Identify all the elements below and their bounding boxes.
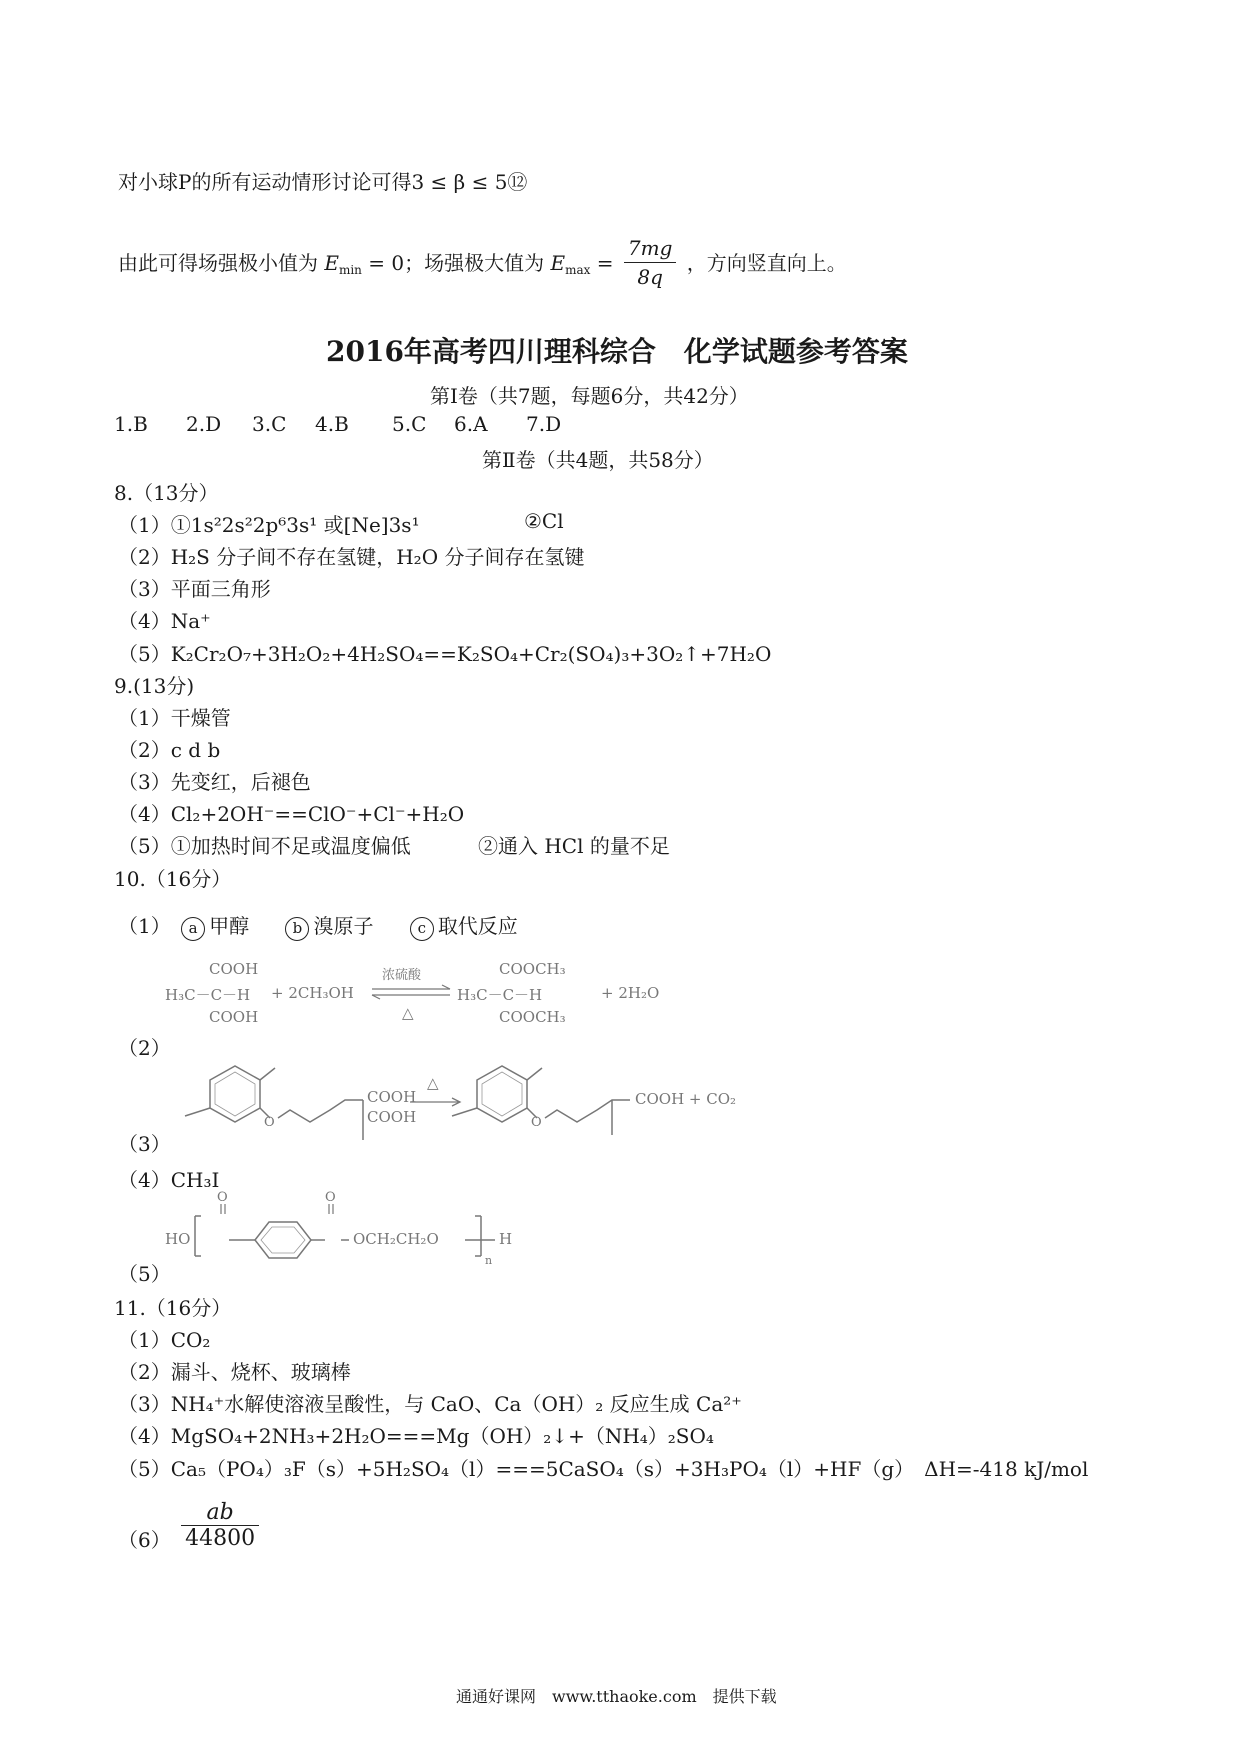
frac-den: 8q bbox=[637, 265, 663, 289]
chem-right-top: COOCH₃ bbox=[499, 960, 566, 978]
q10-a2-reaction bbox=[165, 960, 765, 1040]
circled-b-icon: b bbox=[285, 917, 309, 941]
q10-a1-label: （1） bbox=[118, 914, 171, 938]
emax-symbol: E bbox=[550, 251, 566, 275]
q9-answer-1: （1）干燥管 bbox=[118, 706, 231, 730]
q9-answer-4: （4）Cl₂+2OH⁻==ClO⁻+Cl⁻+H₂O bbox=[118, 802, 465, 826]
emin-value: = 0；场强极大值为 bbox=[368, 251, 545, 275]
chem-cooh-2: COOH bbox=[367, 1108, 417, 1126]
chem-plus-methanol: + 2CH₃OH bbox=[271, 984, 354, 1002]
q10-a5-polymer bbox=[165, 1190, 585, 1276]
q11-answer-1: （1）CO₂ bbox=[118, 1328, 211, 1352]
chem-right-mid: H₃C－C－H bbox=[457, 986, 543, 1004]
q10-a5-label: （5） bbox=[118, 1262, 171, 1286]
q8-heading: 8.（13分） bbox=[114, 481, 219, 505]
answer-4: 4.B bbox=[315, 412, 349, 436]
answer-3: 3.C bbox=[252, 412, 287, 436]
physics-line-2 bbox=[118, 236, 847, 293]
q10-a1-item-b: 溴原子 bbox=[313, 914, 374, 938]
chem-reagent: 浓硫酸 bbox=[382, 968, 422, 983]
answer-5: 5.C bbox=[392, 412, 427, 436]
q9-answer-3: （3）先变红，后褪色 bbox=[118, 770, 311, 794]
q10-heading: 10.（16分） bbox=[114, 867, 232, 891]
chem-plus-water: + 2H₂O bbox=[601, 984, 660, 1002]
q11-a6-label: （6） bbox=[118, 1528, 171, 1552]
chem-cooh-1: COOH bbox=[367, 1088, 417, 1106]
emax-fraction bbox=[624, 234, 677, 291]
q11-answer-5: （5）Ca₅（PO₄）₃F（s）+5H₂SO₄（l）===5CaSO₄（s）+3H₃PO₄（l）+HF（g） ΔH=-418 kJ/mol bbox=[118, 1457, 1089, 1481]
q8-answer-1a: （1）①1s²2s²2p⁶3s¹ 或[Ne]3s¹ bbox=[118, 513, 420, 537]
ether-o-2: O bbox=[531, 1115, 542, 1130]
emin-symbol: E bbox=[324, 251, 339, 275]
physics-line-1 bbox=[118, 168, 527, 196]
emin-sub: min bbox=[338, 263, 362, 277]
q9-heading: 9.(13分) bbox=[114, 674, 195, 698]
chem-n: n bbox=[485, 1254, 493, 1267]
a6-den: 44800 bbox=[185, 1526, 256, 1551]
q10-answer-4: （4）CH₃I bbox=[118, 1168, 220, 1192]
answer-1: 1.B bbox=[114, 412, 148, 436]
carbonyl-o-1: O bbox=[217, 1190, 228, 1205]
q10-a2-label: （2） bbox=[118, 1036, 171, 1060]
q8-answer-2: （2）H₂S 分子间不存在氢键，H₂O 分子间存在氢键 bbox=[118, 545, 585, 569]
section1-heading: 第Ⅰ卷（共7题，每题6分，共42分） bbox=[430, 384, 749, 408]
footer: 通通好课网 www.tthaoke.com 提供下载 bbox=[456, 1687, 777, 1706]
heat-icon: △ bbox=[402, 1004, 414, 1022]
q11-a6-fraction bbox=[181, 1500, 259, 1551]
q11-heading: 11.（16分） bbox=[114, 1296, 232, 1320]
physics-line-1-text: 对小球P的所有运动情形讨论可得3 ≤ β ≤ 5⑫ bbox=[118, 170, 528, 194]
page-title: 2016年高考四川理科综合 化学试题参考答案 bbox=[326, 335, 908, 368]
chem-left-top: COOH bbox=[209, 960, 259, 978]
q11-answer-3: （3）NH₄⁺水解使溶液呈酸性，与 CaO、Ca（OH）₂ 反应生成 Ca²⁺ bbox=[118, 1392, 742, 1416]
chem-chain: OCH₂CH₂O bbox=[353, 1230, 439, 1248]
q11-answer-4: （4）MgSO₄+2NH₃+2H₂O===Mg（OH）₂↓+（NH₄）₂SO₄ bbox=[118, 1424, 714, 1448]
a6-num: ab bbox=[181, 1500, 259, 1526]
chem-right-bot: COOCH₃ bbox=[499, 1008, 566, 1026]
q10-a1-item-a: 甲醇 bbox=[209, 914, 250, 938]
chem-ho: HO bbox=[165, 1230, 191, 1248]
chem-left-bot: COOH bbox=[209, 1008, 259, 1026]
physics-prefix: 由此可得场强极小值为 bbox=[118, 251, 318, 275]
carbonyl-o-2: O bbox=[325, 1190, 336, 1205]
chem-left-mid: H₃C－C－H bbox=[165, 986, 251, 1004]
answer-2: 2.D bbox=[186, 412, 222, 436]
q10-a1-item-c: 取代反应 bbox=[437, 914, 518, 938]
ether-o-1: O bbox=[264, 1115, 275, 1130]
answer-6: 6.A bbox=[454, 412, 488, 436]
q10-answer-1 bbox=[118, 910, 518, 941]
q8-answer-5: （5）K₂Cr₂O₇+3H₂O₂+4H₂SO₄==K₂SO₄+Cr₂(SO₄)₃+3O₂↑+7H₂O bbox=[118, 642, 772, 666]
circled-a-icon: a bbox=[181, 917, 205, 941]
circled-c-icon: c bbox=[410, 917, 434, 941]
chem-product: COOH + CO₂ bbox=[635, 1090, 737, 1108]
q10-a3-reaction bbox=[165, 1060, 785, 1150]
q11-answer-2: （2）漏斗、烧杯、玻璃棒 bbox=[118, 1360, 351, 1384]
chem-h: H bbox=[499, 1230, 513, 1248]
emax-sub: max bbox=[565, 263, 591, 277]
q8-answer-4: （4）Na⁺ bbox=[118, 609, 211, 633]
section2-heading: 第Ⅱ卷（共4题，共58分） bbox=[482, 448, 714, 472]
physics-suffix: ，方向竖直向上。 bbox=[686, 251, 847, 275]
equals-sign: = bbox=[596, 251, 614, 275]
q9-answer-5a: （5）①加热时间不足或温度偏低 bbox=[118, 834, 411, 858]
q10-a3-label: （3） bbox=[118, 1132, 171, 1156]
q9-answer-5b: ②通入 HCl 的量不足 bbox=[478, 834, 670, 858]
frac-num: 7mg bbox=[624, 234, 677, 263]
equilibrium-arrow-icon bbox=[370, 984, 452, 1000]
q11-answer-6 bbox=[118, 1500, 263, 1551]
q9-answer-2: （2）c d b bbox=[118, 738, 221, 762]
answer-7: 7.D bbox=[526, 412, 562, 436]
heat-icon: △ bbox=[427, 1074, 439, 1092]
q8-answer-1b: ②Cl bbox=[524, 509, 564, 533]
q8-answer-3: （3）平面三角形 bbox=[118, 577, 271, 601]
